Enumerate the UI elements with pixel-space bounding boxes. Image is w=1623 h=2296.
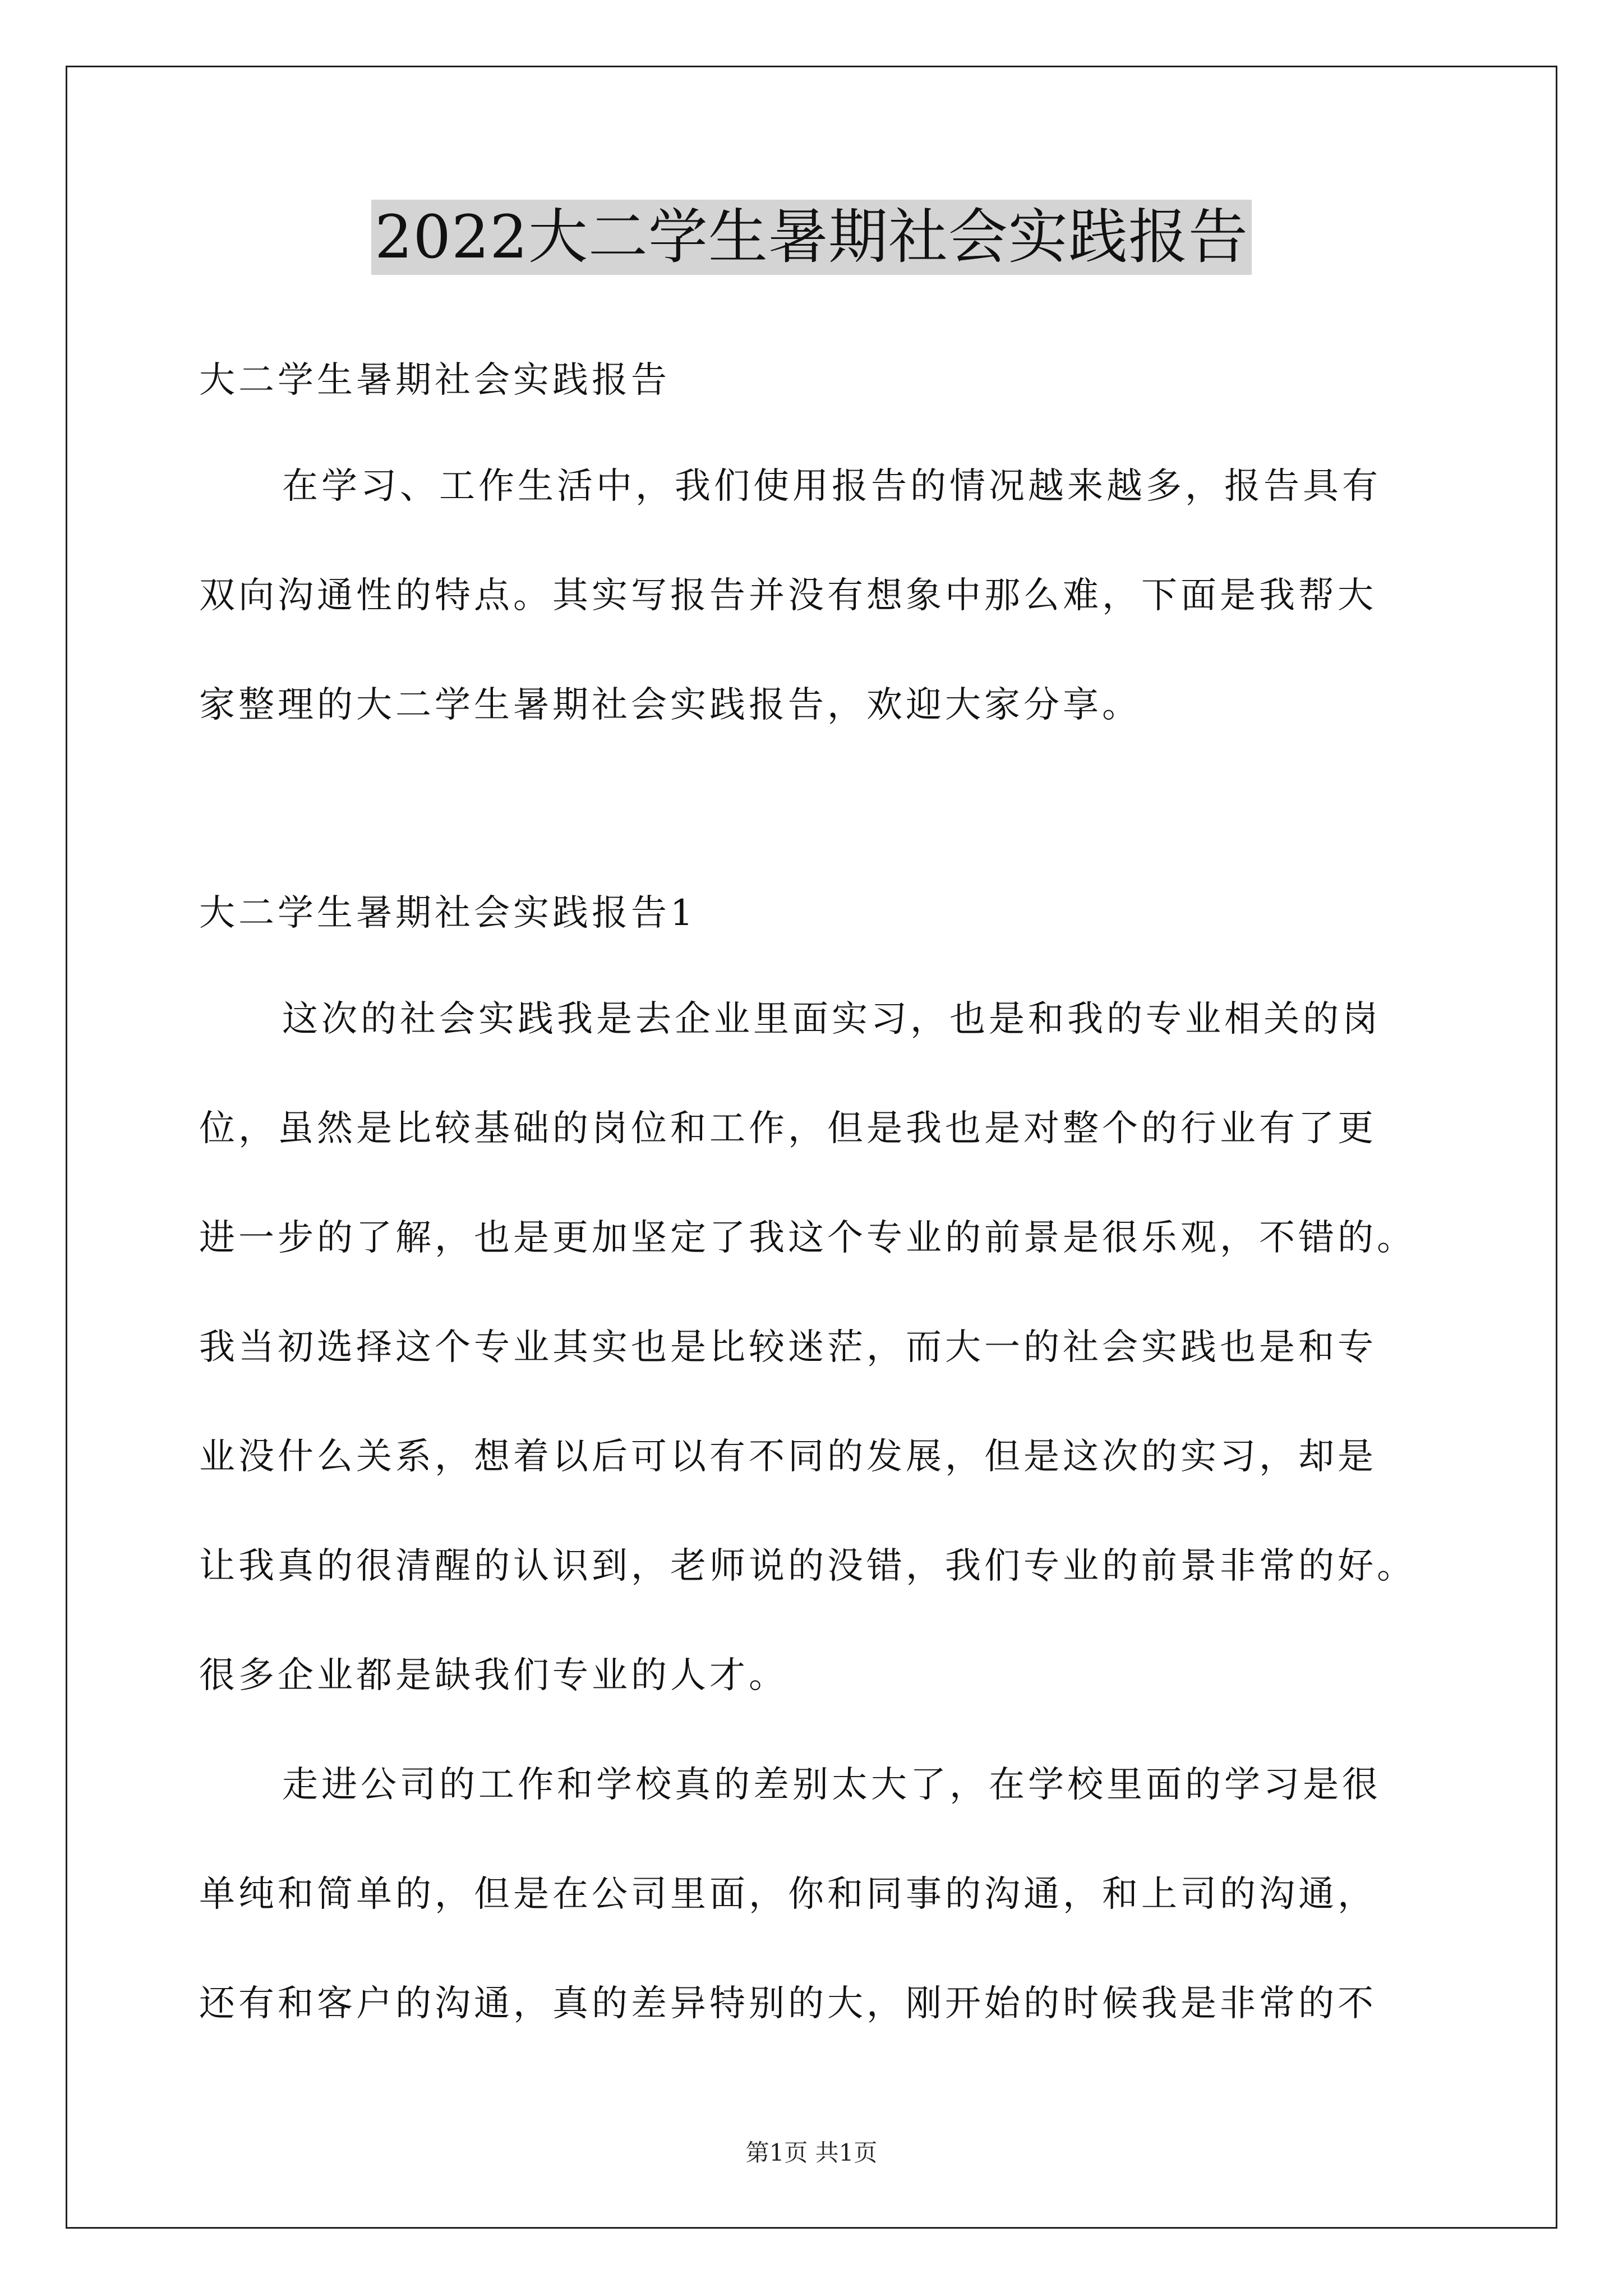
page-number: 第1页 共1页 — [745, 2139, 878, 2166]
paragraph-line: 我当初选择这个专业其实也是比较迷茫，而大一的社会实践也是和专 — [199, 1327, 1377, 1368]
paragraph-line: 业没什么关系，想着以后可以有不同的发展，但是这次的实习，却是 — [199, 1436, 1377, 1478]
paragraph-line: 位，虽然是比较基础的岗位和工作，但是我也是对整个的行业有了更 — [199, 1108, 1377, 1149]
subtitle: 大二学生暑期社会实践报告 — [199, 360, 670, 401]
document-title: 2022大二学生暑期社会实践报告 — [371, 200, 1252, 275]
paragraph-line: 进一步的了解，也是更加坚定了我这个专业的前景是很乐观，不错的。 — [199, 1217, 1416, 1259]
paragraph-line: 很多企业都是缺我们专业的人才。 — [199, 1655, 788, 1696]
paragraph-line: 让我真的很清醒的认识到，老师说的没错，我们专业的前景非常的好。 — [199, 1545, 1416, 1587]
paragraph-line: 这次的社会实践我是去企业里面实习，也是和我的专业相关的岗 — [282, 999, 1381, 1040]
title-container — [0, 200, 1623, 275]
section-paragraph-1 — [199, 965, 1433, 1731]
paragraph-line: 还有和客户的沟通，真的差异特别的大，刚开始的时候我是非常的不 — [199, 1983, 1377, 2024]
intro-line: 在学习、工作生活中，我们使用报告的情况越来越多，报告具有 — [282, 466, 1381, 507]
paragraph-line: 单纯和简单的，但是在公司里面，你和同事的沟通，和上司的沟通， — [199, 1874, 1377, 1915]
section-heading: 大二学生暑期社会实践报告1 — [199, 892, 697, 934]
intro-line: 双向沟通性的特点。其实写报告并没有想象中那么难，下面是我帮大 — [199, 575, 1377, 616]
section-paragraph-2 — [199, 1731, 1433, 2059]
intro-paragraph — [199, 432, 1433, 760]
paragraph-line: 走进公司的工作和学校真的差别太大了，在学校里面的学习是很 — [282, 1764, 1381, 1806]
intro-line: 家整理的大二学生暑期社会实践报告，欢迎大家分享。 — [199, 684, 1141, 726]
